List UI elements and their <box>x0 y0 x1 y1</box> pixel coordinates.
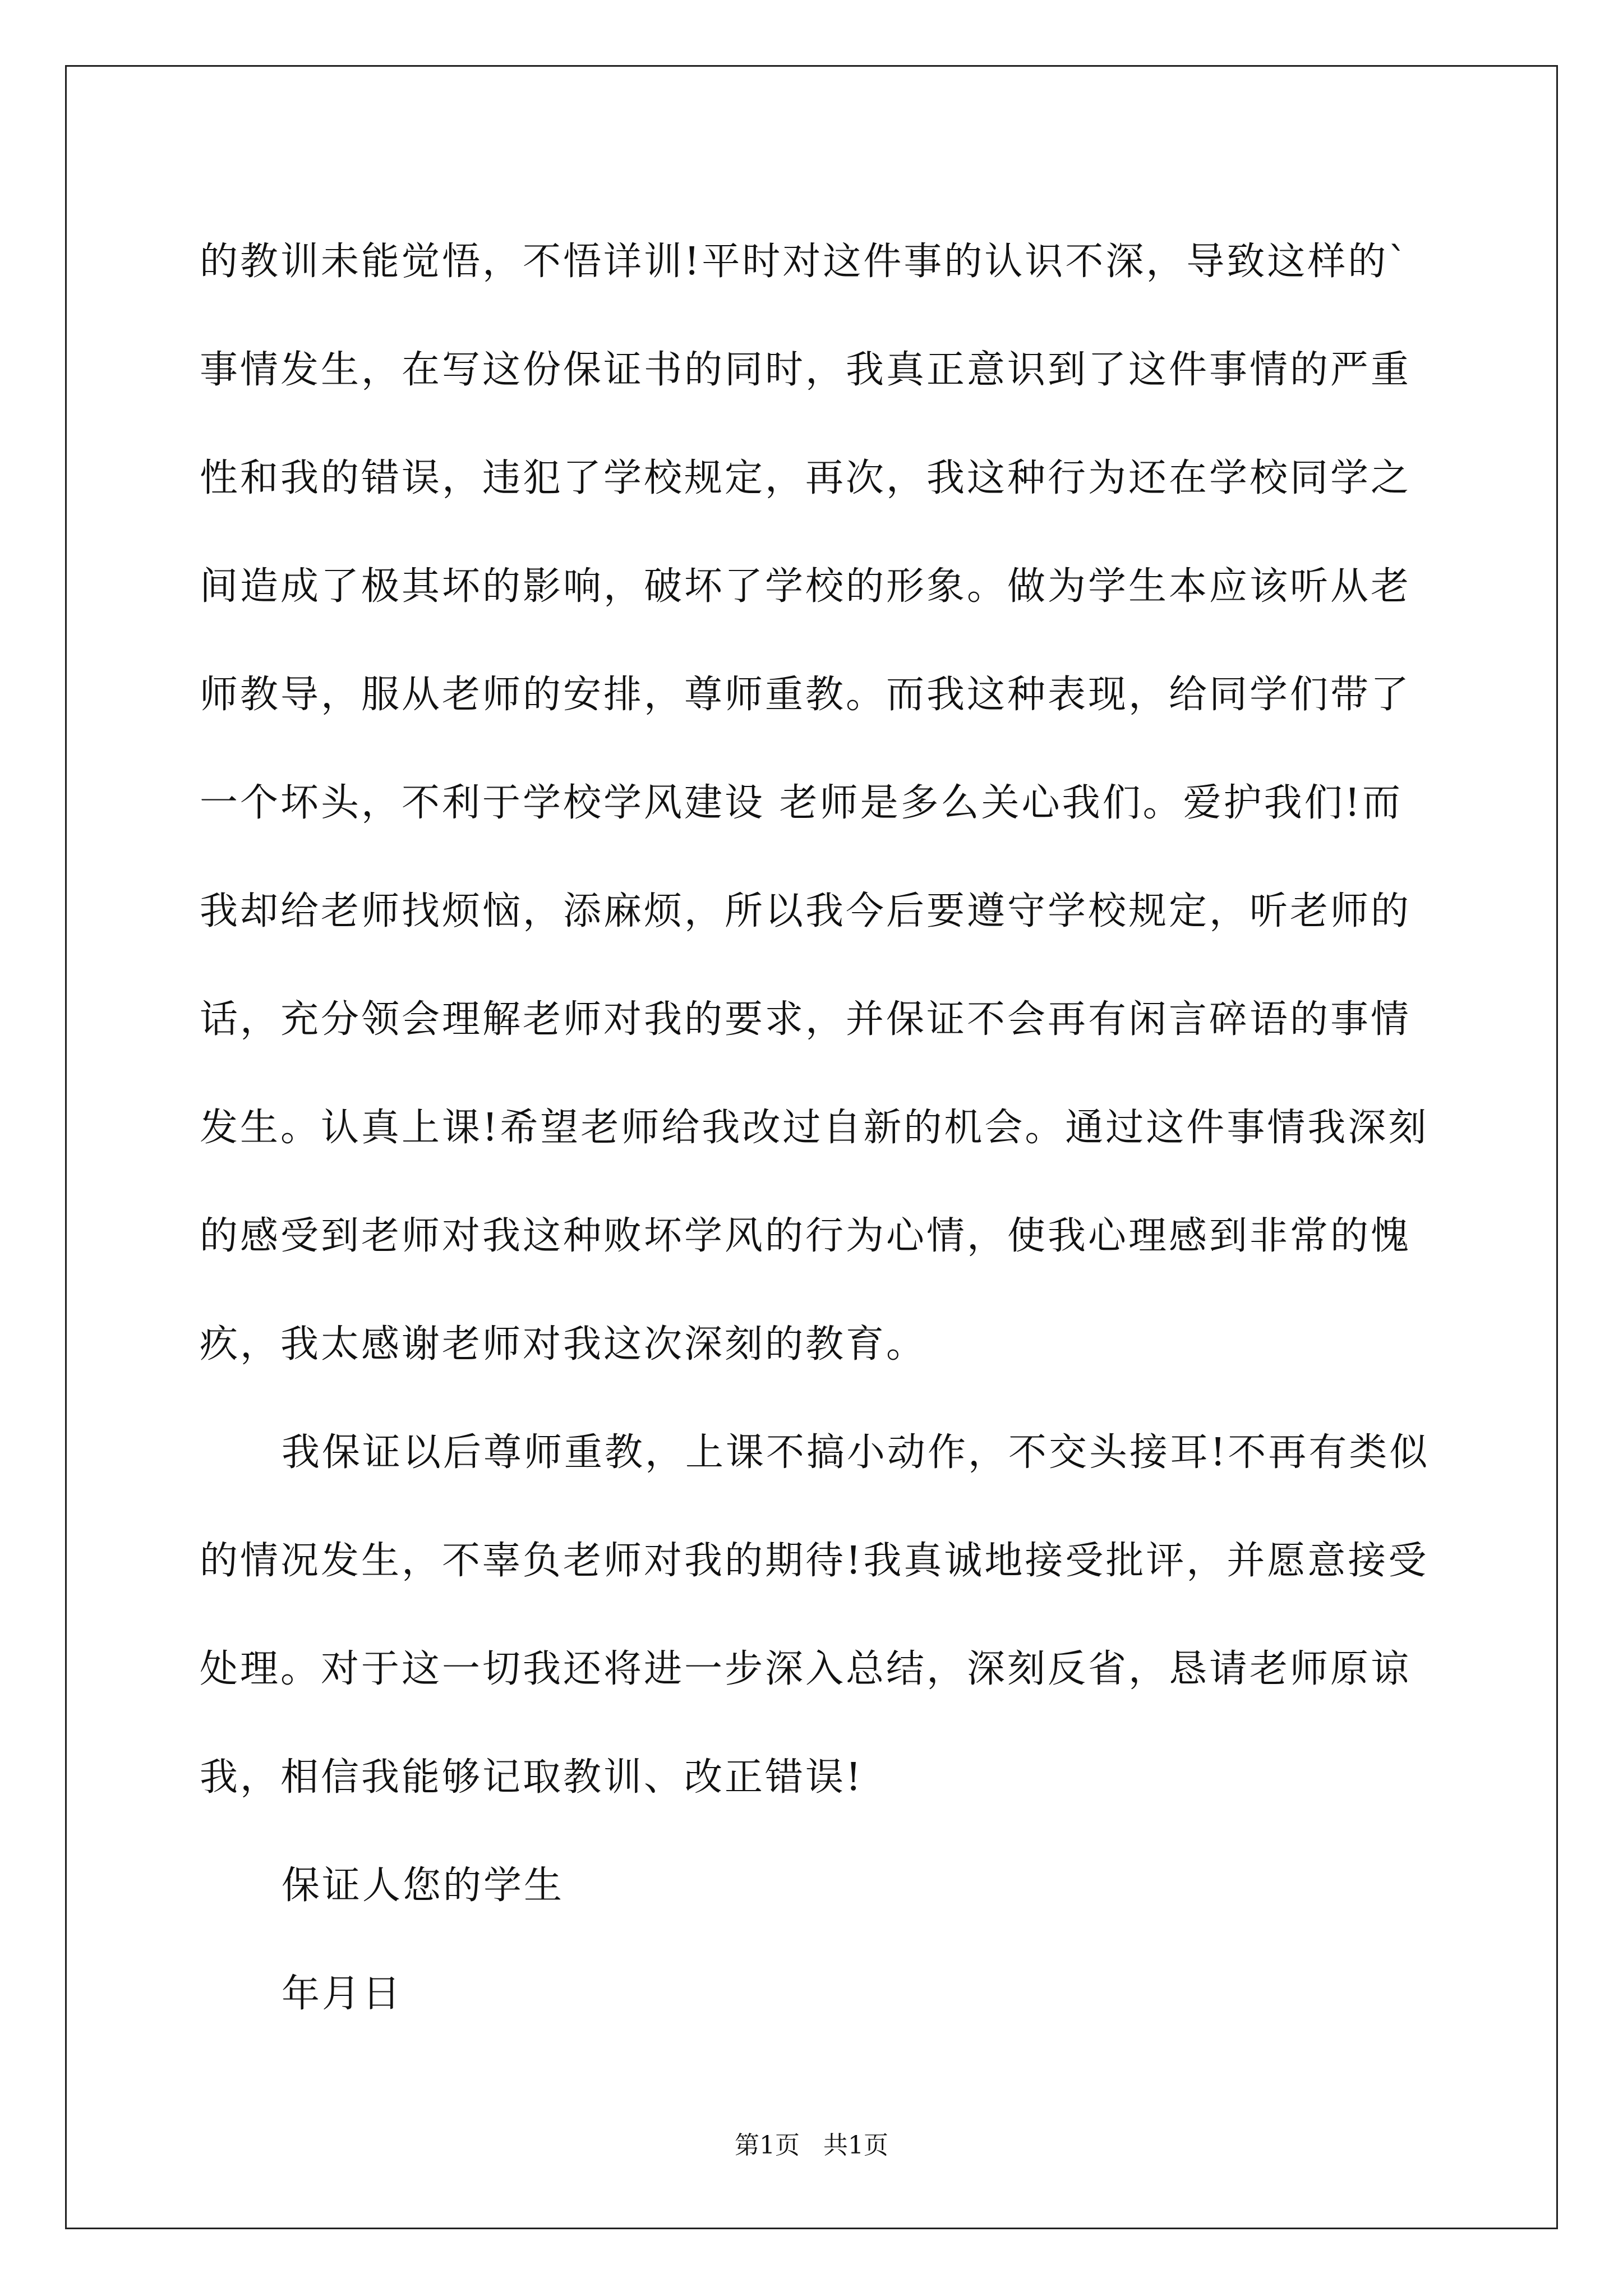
signature-line: 保证人您的学生 <box>282 1864 565 1908</box>
body-line-10: 的感受到老师对我这种败坏学风的行为心情，使我心理感到非常的愧 <box>200 1214 1412 1258</box>
body-line-4: 间造成了极其坏的影响，破坏了学校的形象。做为学生本应该听从老 <box>200 564 1412 609</box>
body-line-14: 处理。对于这一切我还将进一步深入总结，深刻反省，恳请老师原谅 <box>200 1647 1412 1691</box>
body-line-13: 的情况发生，不辜负老师对我的期待!我真诚地接受批评，并愿意接受 <box>200 1539 1429 1583</box>
page-number-total: 共1页 <box>823 2131 888 2160</box>
body-line-12: 我保证以后尊师重教，上课不搞小动作，不交头接耳!不再有类似 <box>282 1430 1430 1475</box>
document-body <box>200 208 1433 2048</box>
body-line-7: 我却给老师找烦恼，添麻烦，所以我今后要遵守学校规定，听老师的 <box>200 889 1412 933</box>
body-line-6: 一个坏头，不利于学校学风建设 老师是多么关心我们。爱护我们!而 <box>200 781 1403 825</box>
body-line-11: 疚，我太感谢老师对我这次深刻的教育。 <box>200 1322 927 1366</box>
body-line-1: 的教训未能觉悟，不悟详训!平时对这件事的认识不深，导致这样的` <box>200 240 1410 284</box>
body-line-9: 发生。认真上课!希望老师给我改过自新的机会。通过这件事情我深刻 <box>200 1106 1429 1150</box>
body-line-8: 话，充分领会理解老师对我的要求，并保证不会再有闲言碎语的事情 <box>200 997 1412 1042</box>
date-line: 年月日 <box>282 1972 403 2016</box>
body-line-2: 事情发生，在写这份保证书的同时，我真正意识到了这件事情的严重 <box>200 348 1412 392</box>
body-line-5: 师教导，服从老师的安排，尊师重教。而我这种表现，给同学们带了 <box>200 673 1412 717</box>
body-line-15: 我，相信我能够记取教训、改正错误! <box>200 1755 864 1800</box>
page-footer <box>0 2129 1623 2162</box>
page-number-current: 第1页 <box>735 2131 800 2160</box>
body-line-3: 性和我的错误，违犯了学校规定，再次，我这种行为还在学校同学之 <box>200 456 1412 500</box>
